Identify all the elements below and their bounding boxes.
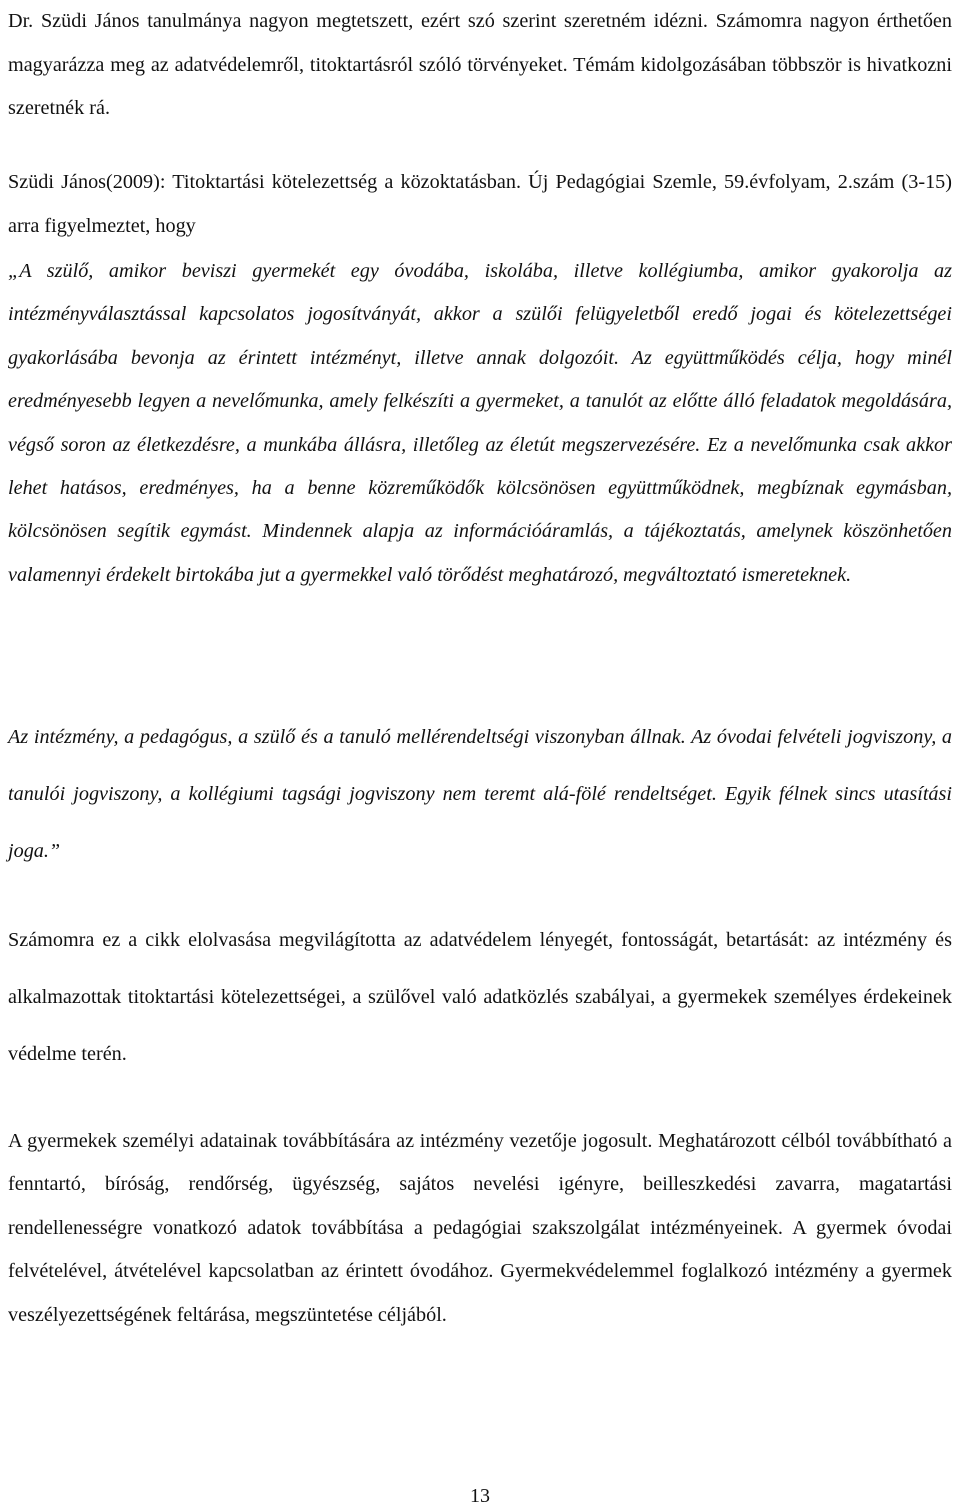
summary-paragraph: Számomra ez a cikk elolvasása megvilágította az adatvédelem lényegét, fontosságát, betartását: az intézmény és alkalmazottak titoktartási kötelezettségei, a szülővel való adatközlés szabályai, a gyermekek személyes érdekeinek védelme terén. <box>8 929 952 1065</box>
intro-paragraph: Dr. Szüdi János tanulmánya nagyon megtetszett, ezért szó szerint szeretném idézni. Számomra nagyon érthetően magyarázza meg az adatvédelemről, titoktartásról szóló törvényeket. Témám kidolgozásában többször is hivatkozni szeretnék rá. <box>8 10 952 119</box>
data-transfer-paragraph: A gyermekek személyi adatainak továbbítására az intézmény vezetője jogosult. Meghatározott célból továbbítható a fenntartó, bíróság, rendőrség, ügyészség, sajátos nevelési igényre, beilleszkedési zavarra, magatartási rendellenességre vonatkozó adatok továbbítása a pedagógiai szakszolgálat intézményeinek. A gyermek óvodai felvételével, átvételével kapcsolatban az érintett óvodához. Gyermekvédelemmel foglalkozó intézmény a gyermek veszélyezettségének feltárása, megszüntetése céljából. <box>8 1130 952 1326</box>
page-number: 13 <box>470 1485 490 1507</box>
citation-paragraph: Szüdi János(2009): Titoktartási kötelezettség a közoktatásban. Új Pedagógiai Szemle, 59.évfolyam, 2.szám (3-15) arra figyelmeztet, hogy <box>8 171 952 237</box>
quote-paragraph-1: „A szülő, amikor beviszi gyermekét egy óvodába, iskolába, illetve kollégiumba, amikor gyakorolja az intézményválasztással kapcsolatos jogosítványát, akkor a szülői felügyeletből eredő jogai és kötelezettségei gyakorlásába bevonja az érintett intézményt, illetve annak dolgozóit. Az együttműködés célja, hogy minél eredményesebb legyen a nevelőmunka, amely felkészíti a gyermeket, a tanulót az előtte álló feladatok megoldására, végső soron az életkezdésre, a munkába állásra, illetőleg az életút megszervezésére. Ez a nevelőmunka csak akkor lehet hatásos, eredményes, ha a benne közreműködők kölcsönösen együttműködnek, megbíznak egymásban, kölcsönösen segítik egymást. Mindennek alapja az információáramlás, a tájékoztatás, amelynek köszönhetően valamennyi érdekelt birtokába jut a gyermekkel való törődést meghatározó, megváltoztató ismereteknek. <box>8 260 952 586</box>
quote-paragraph-2: Az intézmény, a pedagógus, a szülő és a tanuló mellérendeltségi viszonyban állnak. Az óvodai felvételi jogviszony, a tanulói jogviszony, a kollégiumi tagsági jogviszony nem teremt alá-fölé rendeltséget. Egyik félnek sincs utasítási joga.” <box>8 726 952 862</box>
